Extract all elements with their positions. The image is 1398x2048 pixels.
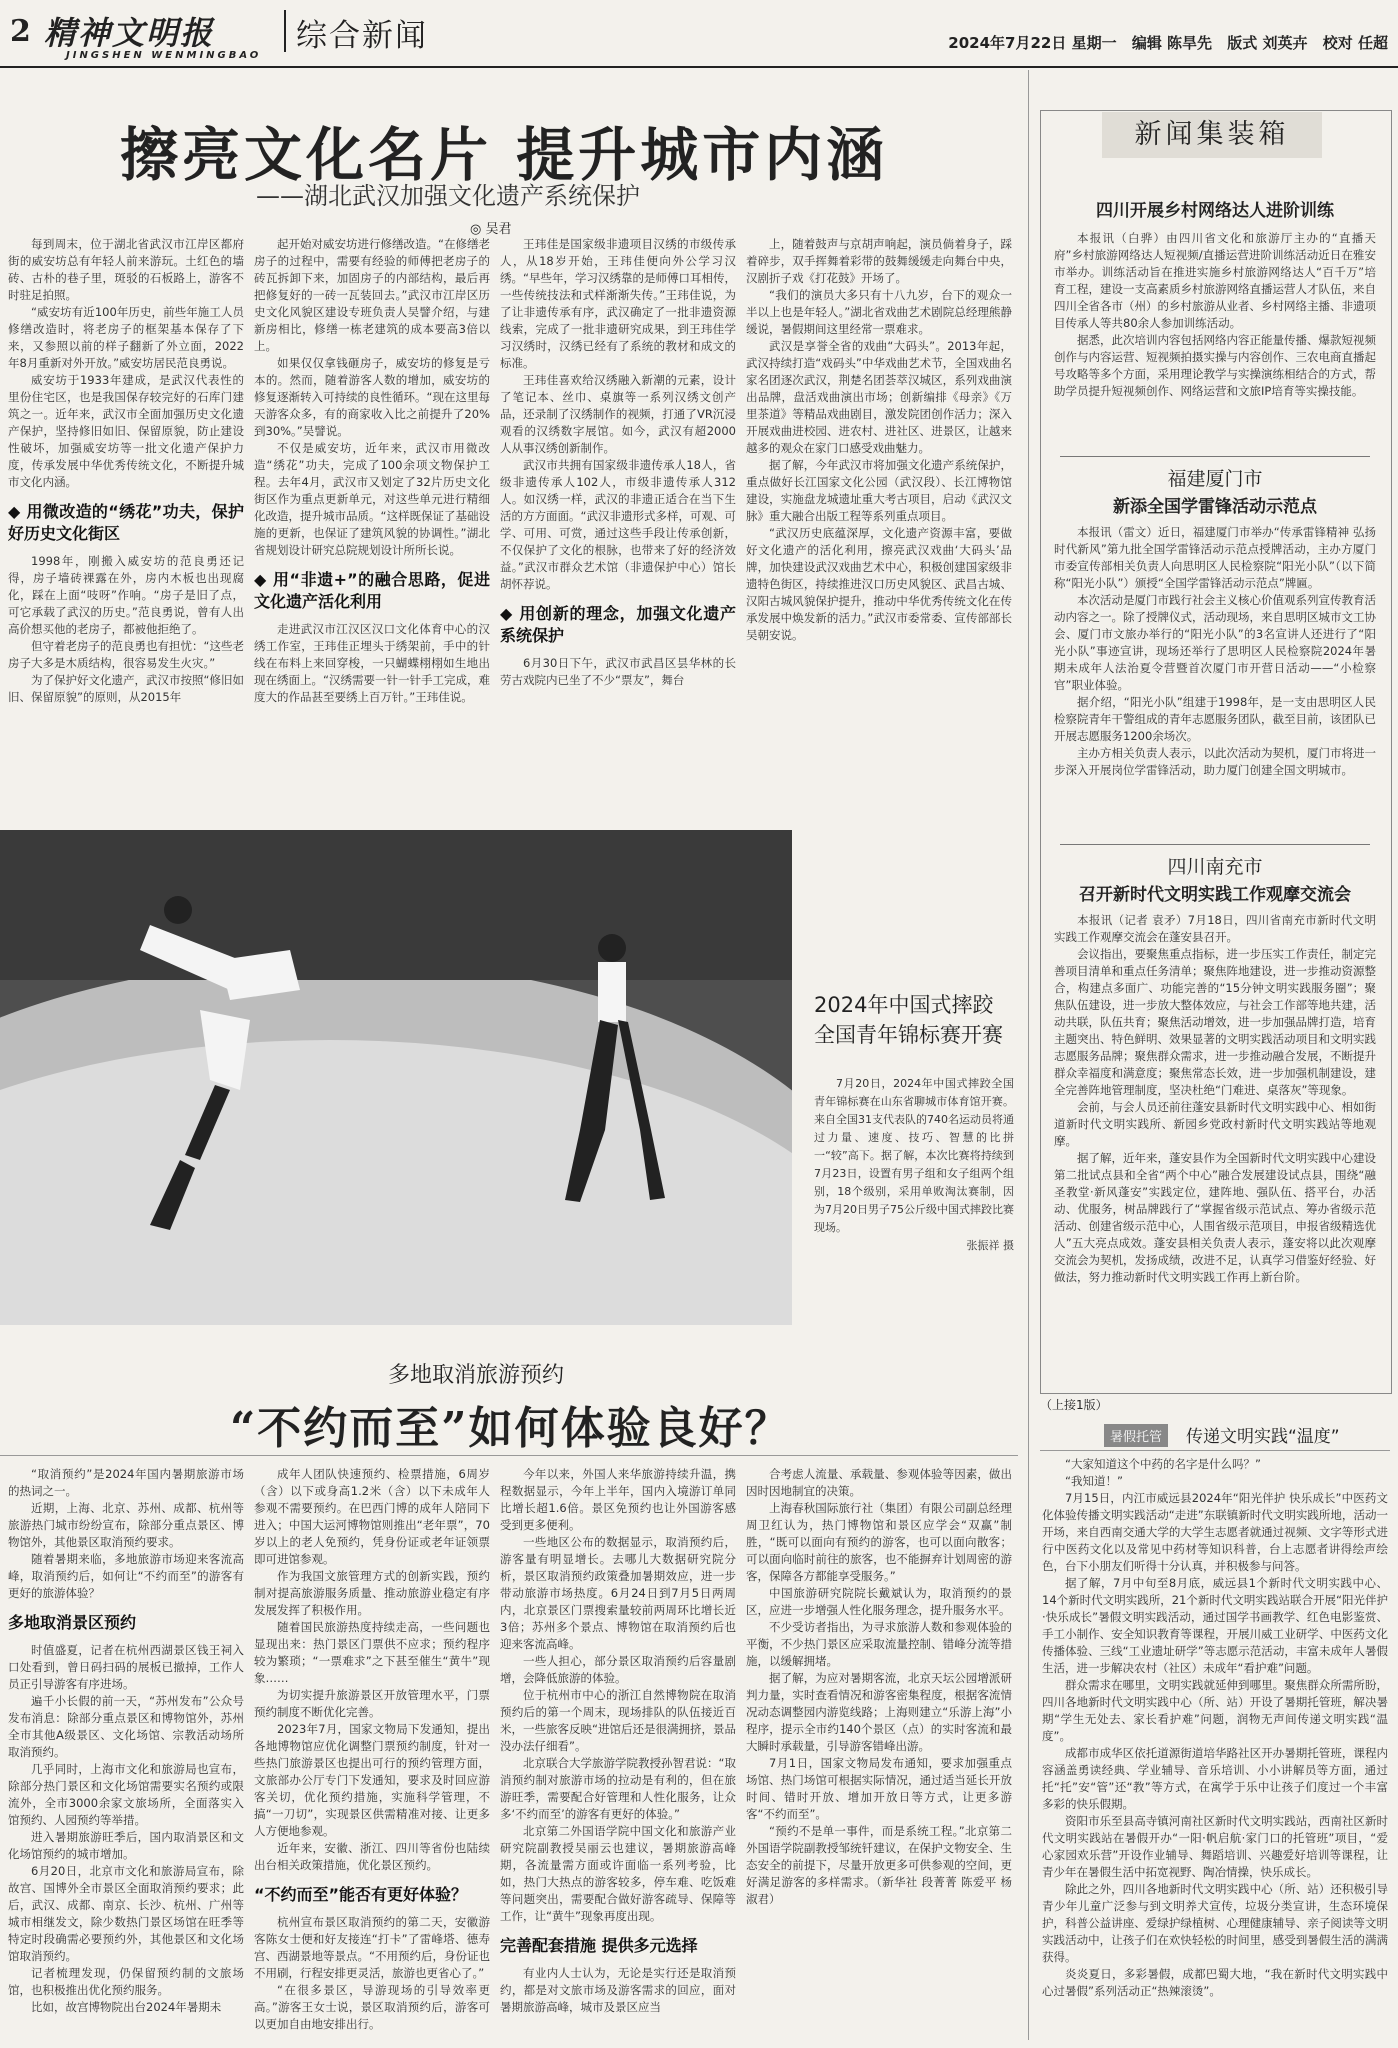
masthead-rule <box>0 66 1398 68</box>
photo-caption-title: 2024年中国式摔跤全国青年锦标赛开赛 <box>814 993 1003 1047</box>
section-heading: “不约而至”能否有更好体验？ <box>254 1885 468 1904</box>
section-heading: 完善配套措施 提供多元选择 <box>500 1936 698 1955</box>
article-column-2: 起开始对威安坊进行修缮改造。“在修缮老房子的过程中，需要有经验的师傅把老房子的砖瓦拆卸下来，加固房子的内部结构，最后再把修复好的一砖一瓦装回去。”武汉市江岸区历史文化风貌区建设专班负责人吴譬介绍，与建新房相比，修缮一栋老建筑的成本要高3倍以上。 如果仅仅拿钱砸房子，威安坊的修复是亏本的。然而，随着游客人数的增加，威安坊的修复逐渐转入可持续的良性循环。“现在这里每天游客众多，有的商家收入比之前提升了20%到30%。”吴譬说。 不仅是威安坊，近年来，武汉市用微改造“绣花”功夫，完成了100余项文物保护工程。去年4月，武汉市又划定了32片历史文化街区作为重点更新单元，对这些单元进行精细化改造，提升城市品质。“这样既保证了基础设施的更新，也保证了建筑风貌的协调性。”湖北省规划设计研究总院规划设计所所长说。 ◆ 用“非遗+”的融合思路，促进文化遗产活化利用 走进武汉市江汉区汉口文化体育中心的汉绣工作室，王玮佳正埋头于绣架前，手中的针线在布料上来回穿梭，一只蝴蝶栩栩如生地出现在绣面上。“汉绣需要一针一针手工完成，难度大的作品甚至要绣上百万针。”王玮佳说。 <box>254 237 490 704</box>
section-heading: 多地取消景区预约 <box>8 1613 137 1632</box>
section-heading: ◆ 用微改造的“绣花”功夫，保护好历史文化街区 <box>8 502 244 543</box>
masthead <box>0 0 1398 66</box>
brief-divider <box>1060 844 1370 845</box>
bottom-column-1: “取消预约”是2024年国内暑期旅游市场的热词之一。 近期，上海、北京、苏州、成都、杭州等旅游热门城市纷纷宣布，除部分重点景区、博物馆外，其他景区取消预约要求。 随着暑期来临，多地旅游市场迎来客流高峰，取消预约后，如何让“不约而至”的游客有更好的旅游体验？ 多地取消景区预约 时值盛夏，记者在杭州西湖景区钱王祠入口处看到，曾日码扫码的展板已撤掉，工作人员正引导游客有序进场。 遍千小长假的前一天，“苏州发布”公众号发布消息：除部分重点景区和博物馆外，苏州全市其他A级景区、文化场馆、宗教活动场所取消预约。 几乎同时，上海市文化和旅游局也宣布，除部分热门景区和文化场馆需要实名预约或限流外，全市3000余家文旅场所，全面落实入馆预约、人园预约等举措。 进入暑期旅游旺季后，国内取消景区和文化场馆预约的城市增加。 6月20日，北京市文化和旅游局宣布，除故宫、国博外全市景区全面取消预约要求；此后，武汉、成都、南京、长沙、杭州、广州等城市相继发文，除少数热门景区场馆在旺季等特定时段确需必要预约外，其他景区和文化场馆取消预约。 记者梳理发现，仍保留预约制的文旅场馆，也积极推出优化预约服务。 比如，故宫博物院出台2024年暑期未 <box>8 1467 244 2014</box>
wrestling-photo <box>0 830 792 1325</box>
brief-1-body: 本报讯（白骅）由四川省文化和旅游厅主办的“直播天府”乡村旅游网络达人短视频/直播运营进阶训练活动近日在雅安市举办。训练活动旨在推进实施乡村旅游网络达人“百千万”培育工程，建设一支高素质乡村旅游网络直播运营人才队伍，来自四川全省各市（州）的乡村旅游从业者、乡村网络主播、非遗项目传承人等共80余人参加训练活动。 据悉，此次培训内容包括网络内容正能量传播、爆款短视频创作与内容运营、短视频拍摄实操与内容创作、三农电商直播起号攻略等多个方面，采用理论教学与实操演练相结合的方式，帮助学员提升短视频创作、网络运营和文旅IP培育等实操技能。 <box>1054 231 1376 398</box>
newspaper-logo: 精神文明报 <box>44 14 215 52</box>
news-box-title: 新闻集装箱 <box>1102 112 1322 158</box>
section-heading: ◆ 用创新的理念，加强文化遗产系统保护 <box>500 604 736 645</box>
bottom-column-4: 合考虑人流量、承载量、参观体验等因素，做出因时因地制宜的决策。 上海春秋国际旅行社（集团）有限公司副总经理周卫红认为，热门博物馆和景区应学会“双赢”制胜，“既可以面向有预约的游客，也可以面向散客；可以面向临时前往的旅客，也不能摒弃计划周密的游客，保障各方都能享受服务。” 中国旅游研究院院长戴斌认为，取消预约的景区，应进一步增强人性化服务理念，提升服务水平。 不少受访者指出，为寻求旅游人数和参观体验的平衡，不少热门景区应采取流量控制、错峰分流等措施，以缓解拥堵。 据了解，为应对暑期客流，北京天坛公园增派研判力量，实时查看情况和游客密集程度，根据客流情况动态调整园内游览线路；上海则建立“乐游上海”小程序，提示全市约140个景区（点）的实时客流和最大瞬时承载量，引导游客错峰出游。 7月1日，国家文物局发布通知，要求加强重点场馆、热门场馆可根据实际情况，通过适当延长开放时间、错时开放、增加开放日等方式，让更多游客“不约而至”。 “预约不是单一事件，而是系统工程。”北京第二外国语学院副教授邹统钎建议，在保护文物安全、生态安全的前提下，尽量开放更多可供参观的空间，更好满足游客的多样需求。（新华社 段菁菁 陈爱平 杨淑君） <box>746 1467 1012 1906</box>
topic-body: “大家知道这个中药的名字是什么吗？” “我知道！” 7月15日，内江市威远县2024年“阳光伴护 快乐成长”中医药文化体验传播文明实践活动“走进”东联镇新时代文明实践所地，活动一开场，来自西南交通大学的大学生志愿者就通过视频、文字等形式进行中医药文化以及常见中药材等知识科普，台上志愿者讲得绘声绘色，台下小朋友们听得十分认真，并积极参与问答。 据了解，7月中旬至8月底，威远县1个新时代文明实践中心、14个新时代文明实践所，21个新时代文明实践站联合开展“阳光伴护·快乐成长”暑假文明实践活动，通过国学书画教学、红色电影鉴赏、手工小制作、安全知识教育等课程，开展川威工业研学、中医药文化传播体验、三线“工业遗址研学”等志愿示范活动，丰富未成年人暑假生活，进一步解决农村（社区）未成年“看护难”问题。 群众需求在哪里，文明实践就延伸到哪里。聚焦群众所需所盼，四川各地新时代文明实践中心（所、站）开设了暑期托管班，解决暑期“学生无处去、家长看护难”问题，润物无声间传递文明实践“温度”。 成都市成华区依托道源街道培华路社区开办暑期托管班，课程内容涵盖勇读经典、学业辅导、音乐培训、小小讲解员等方面，通过托“托”安“管”还“教”等方式，在寓学于乐中让孩子们度过一个丰富多彩的快乐假期。 资阳市乐至县高寺镇河南社区新时代文明实践站，西南社区新时代文明实践站在暑假开办“一阳·帆启航·家门口的托管班”项目，“爱心家园欢乐营”开设作业辅导、舞蹈培训、兴趣爱好培训等课程，让青少年在暑假生活中拓宽视野、陶冶情操，快乐成长。 除此之外，四川各地新时代文明实践中心（所、站）还积极引导青少年儿童广泛参与到文明养犬宣传，垃圾分类宣讲，生态环境保护，科普公益讲座、爱绿护绿植树、心理健康辅导、亲子阅读等文明实践活动中，让孩子们在欢快轻松的时间里，感受到暑假生活的满满获得。 炎炎夏日，多彩暑假，成都巴蜀大地，“我在新时代文明实践中心过暑假”系列活动正“热辣滚烫”。 <box>1042 1457 1388 1998</box>
editor: 编辑 陈旱先 <box>1131 34 1213 52</box>
brief-2-subhead: 福建厦门市 <box>1167 468 1263 490</box>
topic-badge: 暑假托管 <box>1104 1424 1168 1447</box>
brief-3-subhead: 四川南充市 <box>1167 856 1263 878</box>
article-column-4: 上，随着鼓声与京胡声响起，演员倘着身子，踩着碎步，双手挥舞着彩带的鼓舞缓缓走向舞台中央，汉剧折子戏《打花鼓》开场了。 “我们的演员大多只有十八九岁，台下的观众一半以上也是年轻人。”湖北省戏曲艺术剧院总经理熊静缓说，暑假期间这里经常一票难求。 武汉是享誉全省的戏曲“大码头”。2013年起，武汉持续打造“戏码头”中华戏曲艺术节，全国戏曲名家名团逐次武汉，荆楚名团荟萃汉城区，系列戏曲演出品牌，盘活戏曲演出市场；创新编排《母亲》《万里茶道》等精品戏曲剧目，激发院团创作活力；深入开展戏曲进校园、进农村、进社区、进景区，让越来越多的观众在家门口感受戏曲魅力。 据了解，今年武汉市将加强文化遗产系统保护，重点做好长江国家文化公园（武汉段）、长江博物馆建设，实施盘龙城遗址重大考古项目，启动《武汉文脉》重大融合出版工程等系列重点项目。 “武汉历史底蕴深厚，文化遗产资源丰富，要做好文化遗产的活化利用，擦亮武汉戏曲‘大码头’品牌，加快建设武汉戏曲艺术中心，积极创建国家级非遗特色街区，持续推进汉口历史风貌区、武昌古城、汉阳古城风貌保护提升，推动中华优秀传统文化在传承发展中焕发新的活力。”武汉市委常委、宣传部部长吴朝安说。 <box>746 237 1012 642</box>
bottom-column-2: 成年人团队快速预约、检票措施，6周岁（含）以下或身高1.2米（含）以下未成年人参观不需要预约。在巴西门博的成年人陪同下进入；中国大运河博物馆则推出“老年票”，70岁以上的老人免预约，凭身份证或老年证领票即可进馆参观。 作为我国文旅管理方式的创新实践，预约制对提高旅游服务质量、推动旅游业稳定有序发展发挥了积极作用。 随着国民旅游热度持续走高，一些问题也显现出来：热门景区门票供不应求；预约程序较为繁琐；“一票难求”之下甚至催生“黄牛”现象…… 为切实提升旅游景区开放管理水平，门票预约制度不断优化完善。 2023年7月，国家文物局下发通知，提出各地博物馆应优化调整门票预约制度，针对一些热门旅游景区也提出可行的预约管理方面，文旅部办公厅专门下发通知，要求及时回应游客关切，优化预约措施，实施科学管理，不搞“一刀切”，实现景区供需精准对接、让更多人方便地参观。 近年来，安徽、浙江、四川等省份也陆续出台相关政策措施，优化景区预约。 “不约而至”能否有更好体验？ 杭州宣布景区取消预约的第二天，安徽游客陈女士便和好友接连“打卡”了雷峰塔、德寿宫、西湖景地等景点。“不用预约后，身份证也不用刷，行程安排更灵活，旅游也更省心了。” “在很多景区，导游现场的引导效率更高。”游客王女士说，景区取消预约后，游客可以更加自由地安排出行。 <box>254 1467 490 2031</box>
topic-rule <box>1040 1450 1390 1451</box>
main-subtitle: ——湖北武汉加强文化遗产系统保护 <box>256 182 640 210</box>
bottom-kicker: 多地取消旅游预约 <box>388 1363 565 1388</box>
column-divider <box>1028 70 1029 2040</box>
topic-headline: 传递文明实践“温度” <box>1186 1427 1340 1447</box>
brief-divider <box>1060 456 1370 457</box>
masthead-divider <box>284 10 286 52</box>
wrestling-photo-illustration <box>0 830 792 1325</box>
photo-caption: 7月20日，2024年中国式摔跤全国青年锦标赛在山东省聊城市体育馆开赛。来自全国31支代表队的740名运动员将通过力量、速度、技巧、智慧的比拼一“较”高下。据了解，本次比赛将持续到7月23日，设置有男子组和女子组两个组别，18个级别，采用单败淘汰赛制，因为7月20日男子75公斤级中国式摔跤比赛现场。 张振祥 摄 <box>814 1075 1014 1255</box>
bottom-column-3: 今年以来，外国人来华旅游持续升温，携程数据显示，今年上半年，国内入境游订单同比增长超1.6倍。景区免预约也让外国游客感受到更多便利。 一些地区公布的数据显示，取消预约后，游客量有明显增长。去哪儿大数据研究院分析，景区取消预约政策叠加暑期效应，进一步带动旅游市场热度。6月24日到7月5日两周内，北京景区门票搜索量较前两周环比增长近3倍；苏州多个景点、博物馆在取消预约后也迎来客流高峰。 一些人担心，部分景区取消预约后容量剧增，会降低旅游的体验。 位于杭州市中心的浙江自然博物院在取消预约后的第一个周末，现场排队的队伍接近百米，一些旅客反映“进馆后还是很满拥挤，景品没办法仔细看”。 北京联合大学旅游学院教授孙智君说：“取消预约制对旅游市场的拉动是有利的，但在旅游旺季，需要配合好管理和人性化服务，让众多‘不约而至’的游客有更好的体验。” 北京第二外国语学院中国文化和旅游产业研究院副教授吴丽云也建议，暑期旅游高峰期，各流量需方面或许面临一系列考验，比如，热门大热点的游客较多，停车难、吃饭难等问题突出，需要配合做好游客疏导、保障等工作，让“黄牛”现象再度出现。 完善配套措施 提供多元选择 有业内人士认为，无论是实行还是取消预约，都是对文旅市场及游客需求的回应，面对暑期旅游高峰，城市及景区应当 <box>500 1467 736 2014</box>
section-heading: ◆ 用“非遗+”的融合思路，促进文化遗产活化利用 <box>254 570 490 611</box>
main-headline: 擦亮文化名片 提升城市内涵 <box>120 121 889 189</box>
section-name: 综合新闻 <box>296 18 428 54</box>
article-column-3: 王玮佳是国家级非遗项目汉绣的市级传承人，从18岁开始，王玮佳便向外公学习汉绣。“早些年，学习汉绣靠的是师傅口耳相传，一些传统技法和式样渐渐失传。”王玮佳说，为了让非遗传承有序，武汉确定了一批非遗资源线索，完成了一批非遗研究成果，到王玮佳学习汉绣时，汉绣已经有了系统的教材和成文的标准。 王玮佳喜欢给汉绣融入新潮的元素，设计了笔记本、丝巾、桌旗等一系列汉绣文创产品，还录制了汉绣制作的视频，打通了VR沉浸观看的汉绣数字展馆。如今，武汉有超2000人从事汉绣创新制作。 武汉市共拥有国家级非遗传承人18人，省级非遗传承人102人，市级非遗传承人312人。如汉绣一样，武汉的非遗正适合在当下生活的方方面面。“武汉非遗形式多样，可观、可学、可用、可赏，通过这些手段让传承创新，不仅保护了文化的根脉，也带来了好的经济效益。”武汉市群众艺术馆（非遗保护中心）馆长胡怀荐说。 ◆ 用创新的理念，加强文化遗产系统保护 6月30日下午，武汉市武昌区昙华林的长劳古戏院内已坐了不少“票友”，舞台 <box>500 237 736 687</box>
layout-editor: 版式 刘英卉 <box>1227 34 1308 52</box>
continued-note: （上接1版） <box>1040 1398 1108 1412</box>
brief-2-body: 本报讯（雷文）近日，福建厦门市举办“传承雷锋精神 弘扬时代新风”第九批全国学雷锋活动示范点授牌活动，主办方厦门市委宣传部相关负责人向思明区人民检察院“阳光小队”（以下简称“阳光小队”）颁授“全国学雷锋活动示范点”牌匾。 本次活动是厦门市践行社会主义核心价值观系列宣传教育活动内容之一。除了授牌仪式，活动现场，来自思明区城市文工协会、厦门市文旅办举行的“阳光小队”的3名宣讲人还进行了“阳光小队”事迹宣讲，现场还举行了思明区人民检察院2024年暑期未成年人法治夏令营暨首次厦门市开营日活动——“小检察官”职业体验。 据介绍，“阳光小队”组建于1998年，是一支由思明区人民检察院青年干警组成的青年志愿服务团队，截至目前，该团队已开展志愿服务1200余场次。 主办方相关负责人表示，以此次活动为契机，厦门市将进一步深入开展岗位学雷锋活动，助力厦门创建全国文明城市。 <box>1054 525 1376 777</box>
photo-credit: 张振祥 摄 <box>966 1239 1014 1252</box>
newspaper-logo-en: JINGSHEN WENMINGBAO <box>66 50 262 61</box>
brief-3-headline: 召开新时代文明实践工作观摩交流会 <box>1079 885 1351 905</box>
article-column-1: 每到周末，位于湖北省武汉市江岸区都府街的威安坊总有年轻人前来游玩。土红色的墙砖、古朴的巷子里，斑驳的石板路上，游客不时驻足拍照。 “威安坊有近100年历史，前些年施工人员修缮改造时，将老房子的框架基本保存了下来，又参照以前的样子翻新了外立面，2022年8月重新对外开放。”威安坊居民范良勇说。 威安坊于1933年建成，是武汉代表性的里份住宅区，也是我国保存较完好的石库门建筑之一。近年来，武汉市全面加强历史文化遗产保护，坚持修旧如旧、保留原貌，防止建设性破坏，加强威安坊等一批文化遗产保护力度，传承发展中华优秀传统文化，不断提升城市文化内涵。 ◆ 用微改造的“绣花”功夫，保护好历史文化街区 1998年，刚搬入威安坊的范良勇还记得，房子墙砖裸露在外，房内木板也出现腐化，踩在上面“吱呀”作响。“房子是旧了点，可它承载了武汉的历史。”范良勇说，曾有人出高价想买他的老房子，都被他拒绝了。 但守着老房子的范良勇也有担忧：“这些老房子大多是木质结构，很容易发生火灾。” 为了保护好文化遗产，武汉市按照“修旧如旧、保留原貌”的原则，从2015年 <box>8 237 244 704</box>
main-byline: ◎ 吴君 <box>470 222 512 237</box>
issue-date: 2024年7月22日 星期一 <box>948 34 1117 52</box>
page-number: 2 <box>10 14 31 49</box>
bottom-rule <box>0 1455 1018 1456</box>
proofreader: 校对 任超 <box>1322 34 1388 52</box>
bottom-headline: “不约而至”如何体验良好？ <box>230 1403 791 1454</box>
brief-1-headline: 四川开展乡村网络达人进阶训练 <box>1096 201 1334 221</box>
masthead-info <box>938 32 1388 53</box>
brief-3-body: 本报讯（记者 袁矛）7月18日，四川省南充市新时代文明实践工作观摩交流会在蓬安县召开。 会议指出，要聚焦重点指标，进一步压实工作责任，制定完善项目清单和重点任务清单；聚焦阵地建设，进一步推动资源整合，构建点多面广、功能完善的“15分钟文明实践服务圈”；聚焦队伍建设，进一步放大整体效应，与社会工作部等地共建，活动共联，队伍共育；聚焦活动增效，进一步加强品牌打造，培育主题突出、特色鲜明、效果显著的文明实践活动项目和文明实践志愿服务品牌；聚焦群众需求，进一步推动融合发展，不断提升群众幸福度和满意度；聚焦常态长效，进一步加强机制建设，建全完善阵地管理制度，坚决杜绝“门难进、桌落灰”等现象。 会前，与会人员还前往蓬安县新时代文明实践中心、相如街道新时代文明实践所、新园乡党政村新时代文明实践站等地观摩。 据了解，近年来，蓬安县作为全国新时代文明实践中心建设第二批试点县和全省“两个中心”融合发展建设试点县，围绕“融圣教堂·新风蓬安”实践定位，建阵地、强队伍、搭平台，办活动、优服务，树品牌践行了“掌握省级示范试点、筹办省级示范活动、创建省级示范中心，人围省级示范项目，申报省级精选优人”五大亮点成效。蓬安县相关负责人表示，蓬安将以此次观摩交流会为契机，发扬成绩，改进不足，认真学习借鉴好经验、好做法，努力推动新时代文明实践工作再上新台阶。 <box>1054 913 1376 1284</box>
brief-2-headline: 新添全国学雷锋活动示范点 <box>1113 497 1317 517</box>
